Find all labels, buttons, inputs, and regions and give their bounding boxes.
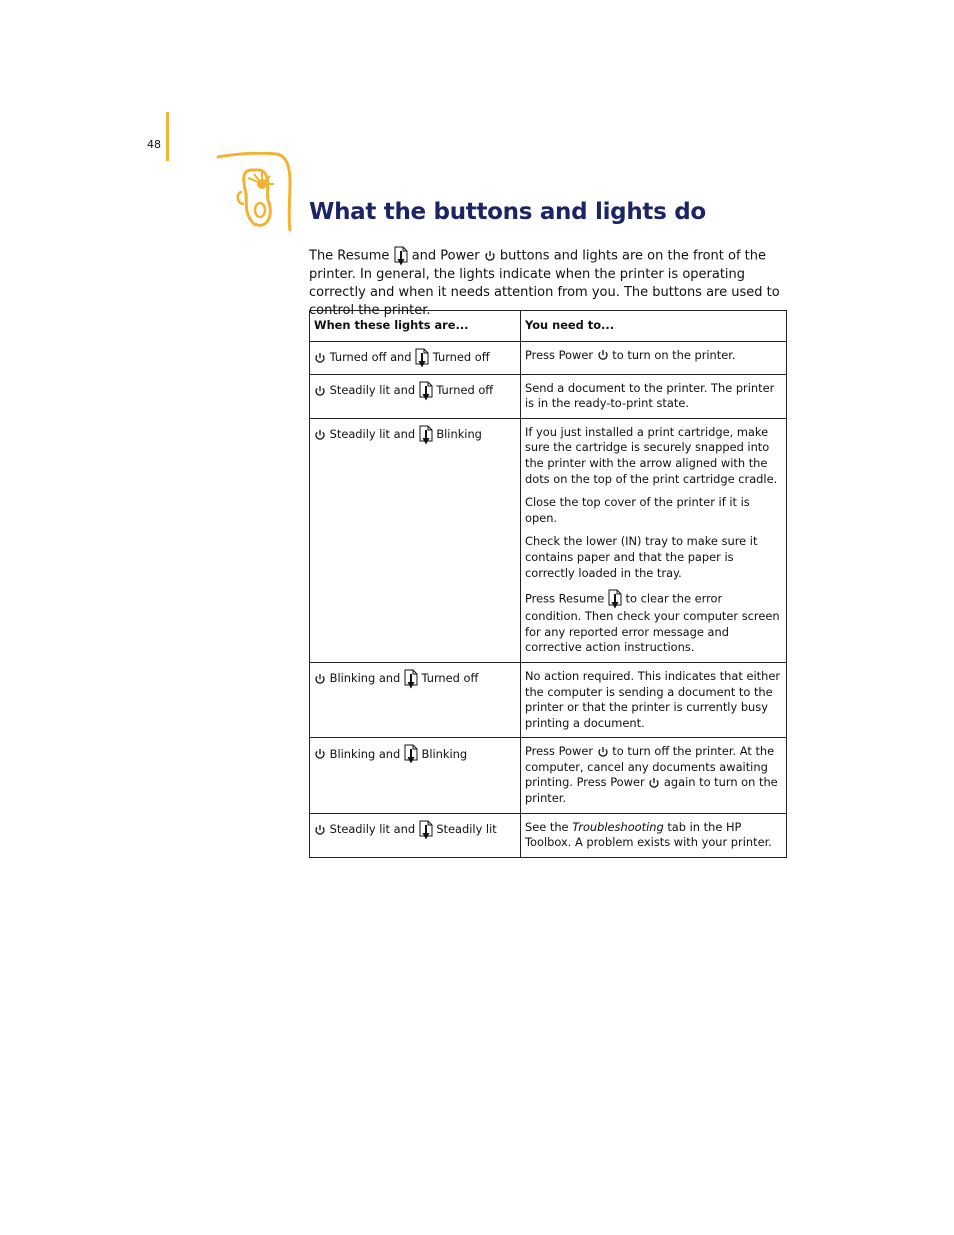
- table-header: When these lights are...: [310, 311, 521, 342]
- margin-accent-bar: [166, 112, 169, 161]
- table-row: [310, 374, 787, 418]
- resume-icon: [404, 669, 418, 689]
- page-number: 48: [147, 138, 161, 151]
- action-cell: Send a document to the printer. The printer is in the ready-to-print state.: [521, 374, 787, 418]
- action-paragraph: Check the lower (IN) tray to make sure it contains paper and that the paper is correctly loaded in the tray.: [525, 534, 758, 580]
- lightbulb-character-icon: [214, 152, 294, 232]
- light-state-cell: Blinking and Turned off: [310, 662, 521, 737]
- resume-icon: [404, 744, 418, 764]
- table-header-row: [310, 311, 787, 342]
- power-icon: [314, 385, 326, 397]
- table-row: [310, 418, 787, 662]
- power-icon: [597, 746, 609, 758]
- action-paragraph: Press Resume to clear the error condition. Then check your computer screen for any reported error message and corrective action instructions.: [525, 589, 782, 656]
- resume-icon: [419, 425, 433, 445]
- table-row: [310, 341, 787, 374]
- table-header: You need to...: [521, 311, 787, 342]
- action-cell: No action required. This indicates that either the computer is sending a document to the printer or that the printer is currently busy printing a document.: [521, 662, 787, 737]
- table-row: [310, 813, 787, 857]
- table-row: [310, 662, 787, 737]
- lights-table: [309, 310, 787, 858]
- resume-icon: [415, 348, 429, 368]
- power-icon: [314, 673, 326, 685]
- intro-paragraph: The Resume and Power buttons and lights are on the front of the printer. In general, the lights indicate when the printer is operating correctly and when it needs attention from you. The buttons are used to control the printer.: [309, 246, 787, 320]
- toolbox-tab-name: Troubleshooting: [572, 819, 664, 834]
- power-icon: [314, 824, 326, 836]
- table-row: [310, 738, 787, 813]
- action-cell: See the Troubleshooting tab in the HP Toolbox. A problem exists with your printer.: [521, 813, 787, 857]
- resume-icon: [419, 381, 433, 401]
- action-cell: Press Power to turn off the printer. At the computer, cancel any documents awaiting printing. Press Power again to turn on the printer.: [521, 738, 787, 813]
- light-state-cell: Steadily lit and Steadily lit: [310, 813, 521, 857]
- resume-icon: [394, 246, 408, 266]
- page-title: What the buttons and lights do: [309, 199, 706, 225]
- action-cell: Press Power to turn on the printer.: [521, 341, 787, 374]
- power-icon: [484, 250, 496, 262]
- resume-icon: [419, 820, 433, 840]
- resume-icon: [608, 589, 622, 609]
- power-icon: [314, 748, 326, 760]
- action-cell: [521, 418, 787, 662]
- light-state-cell: Steadily lit and Blinking: [310, 418, 521, 662]
- power-icon: [648, 777, 660, 789]
- power-icon: [597, 349, 609, 361]
- power-icon: [314, 429, 326, 441]
- action-paragraph: If you just installed a print cartridge, make sure the cartridge is securely snapped into the printer with the arrow aligned with the dots on the top of the print cartridge cradle.: [525, 424, 778, 486]
- power-icon: [314, 352, 326, 364]
- light-state-cell: Steadily lit and Turned off: [310, 374, 521, 418]
- light-state-cell: Turned off and Turned off: [310, 341, 521, 374]
- action-paragraph: Close the top cover of the printer if it is open.: [525, 495, 750, 525]
- light-state-cell: Blinking and Blinking: [310, 738, 521, 813]
